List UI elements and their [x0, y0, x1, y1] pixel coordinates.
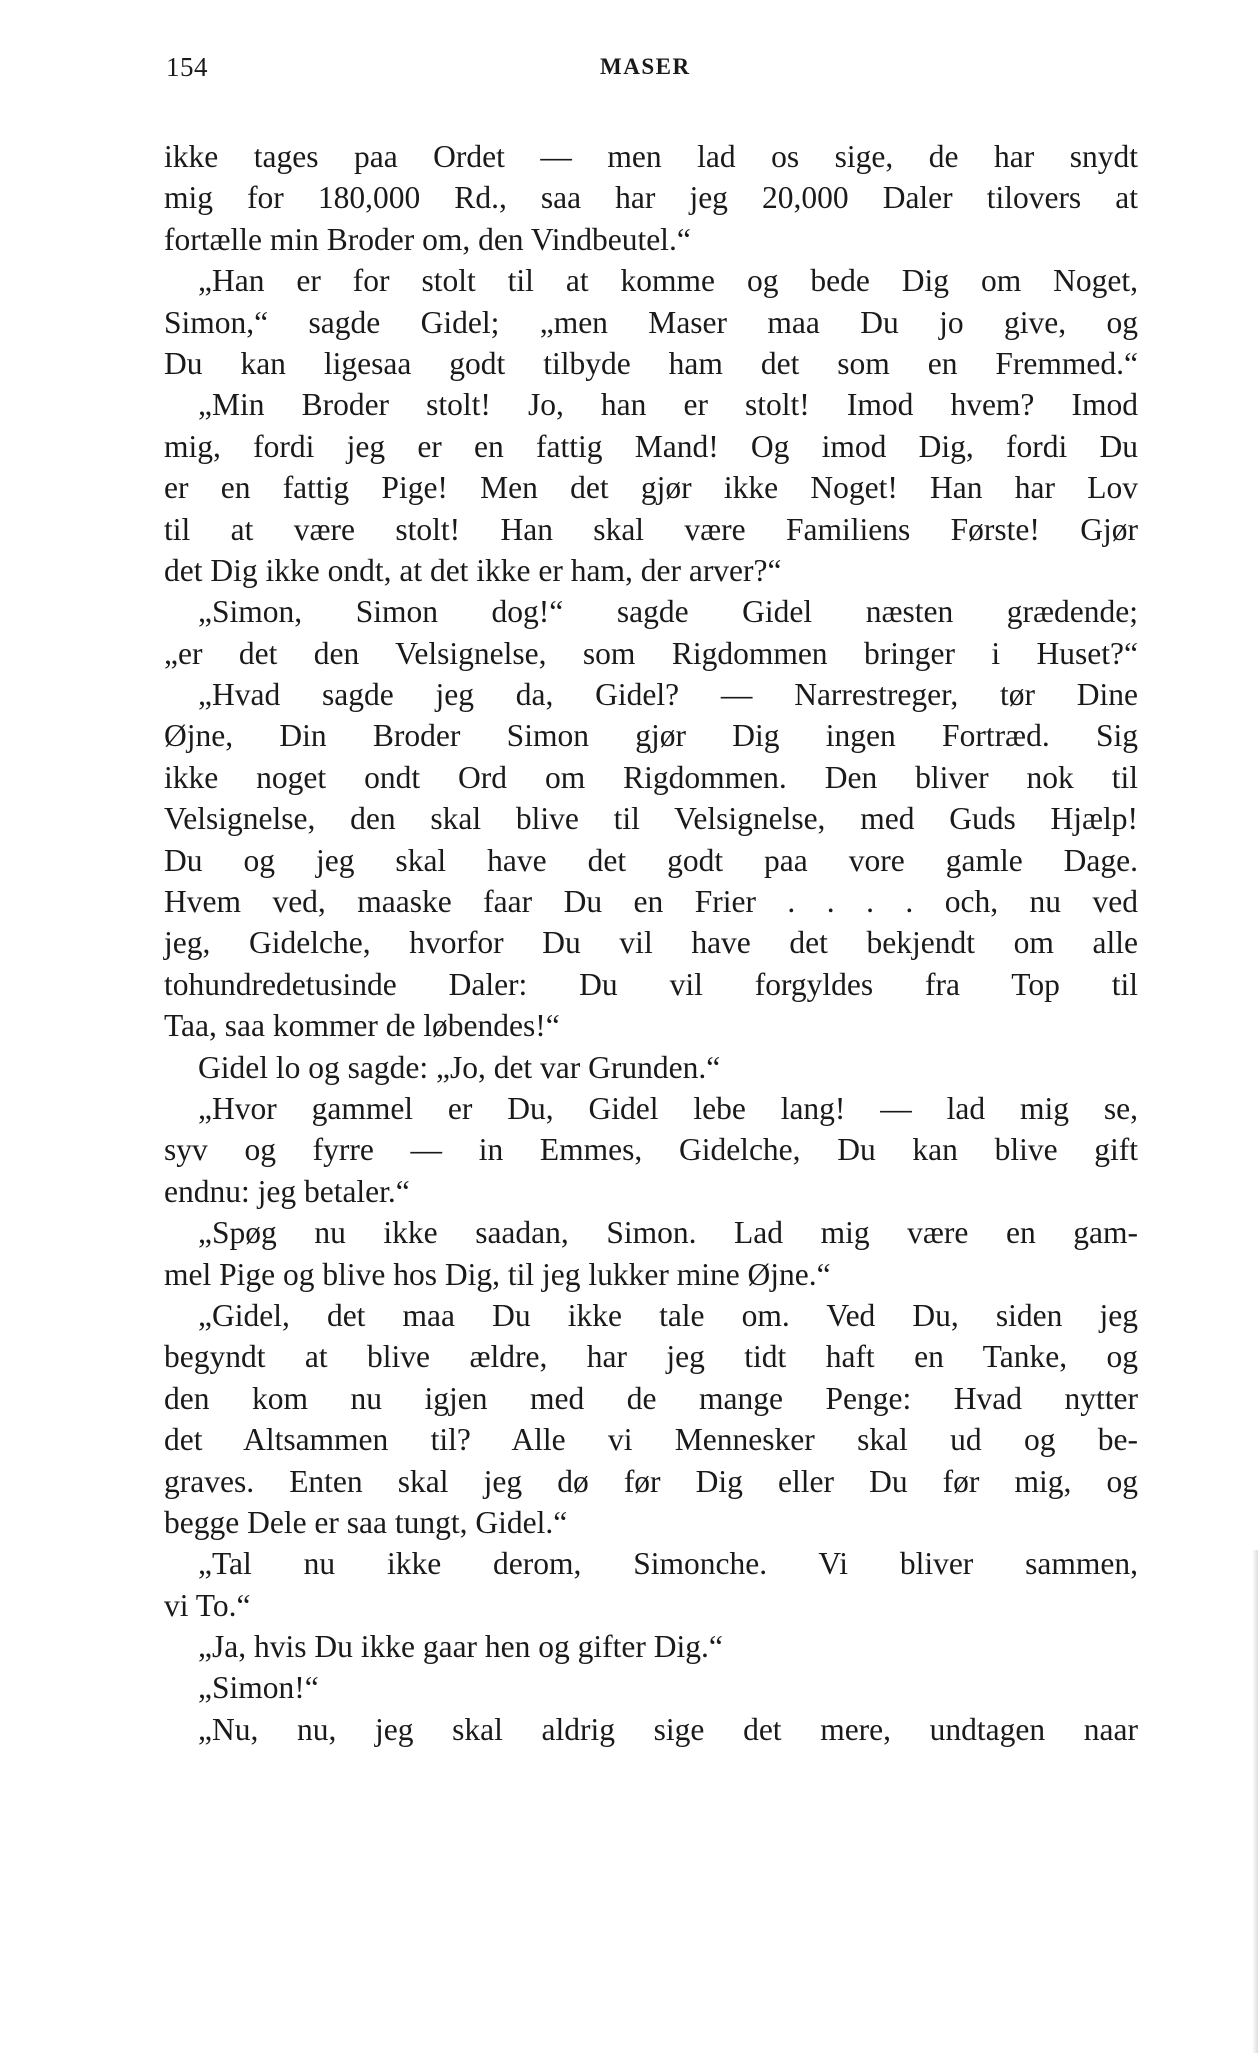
text-line: „Hvor gammel er Du, Gidel lebe lang! — lad mig se,	[198, 1090, 1138, 1126]
text-line: endnu: jeg betaler.“	[164, 1173, 410, 1209]
text-line: „Gidel, det maa Du ikke tale om. Ved Du, siden jeg	[198, 1297, 1138, 1333]
text-line: Velsignelse, den skal blive til Velsignelse, med Guds Hjælp!	[164, 801, 1138, 837]
text-line: Taa, saa kommer de løbendes!“	[164, 1008, 560, 1044]
text-line: mig for 180,000 Rd., saa har jeg 20,000 Daler tilovers at	[164, 180, 1138, 216]
text-line: ikke tages paa Ordet — men lad os sige, de har snydt	[164, 139, 1138, 174]
text-line: den kom nu igjen med de mange Penge: Hvad nytter	[164, 1380, 1138, 1416]
text-line: vi To.“	[164, 1587, 251, 1623]
text-line: til at være stolt! Han skal være Familiens Første! Gjør	[164, 511, 1138, 547]
text-line: er en fattig Pige! Men det gjør ikke Noget! Han har Lov	[164, 470, 1138, 506]
text-line: „Simon!“	[198, 1670, 319, 1706]
text-line: Du kan ligesaa godt tilbyde ham det som en Fremmed.“	[164, 345, 1138, 381]
text-line: det Dig ikke ondt, at det ikke er ham, der arver?“	[164, 552, 782, 588]
body-text	[164, 136, 1138, 1750]
text-line: Simon,“ sagde Gidel; „men Maser maa Du jo give, og	[164, 304, 1138, 340]
text-line: tohundredetusinde Daler: Du vil forgyldes fra Top til	[164, 966, 1138, 1002]
text-line: Du og jeg skal have det godt paa vore gamle Dage.	[164, 842, 1138, 878]
text-line: „Nu, nu, jeg skal aldrig sige det mere, undtagen naar	[198, 1711, 1138, 1747]
running-title: MASER	[600, 54, 691, 79]
page-number: 154	[166, 52, 208, 82]
text-line: „Ja, hvis Du ikke gaar hen og gifter Dig.“	[198, 1629, 723, 1665]
text-line: mig, fordi jeg er en fattig Mand! Og imod Dig, fordi Du	[164, 428, 1138, 464]
text-line: Hvem ved, maaske faar Du en Frier . . . . och, nu ved	[164, 884, 1138, 920]
text-line: graves. Enten skal jeg dø før Dig eller Du før mig, og	[164, 1463, 1138, 1499]
text-line: „Han er for stolt til at komme og bede Dig om Noget,	[198, 263, 1138, 299]
text-line: jeg, Gidelche, hvorfor Du vil have det bekjendt om alle	[164, 925, 1138, 961]
text-line: begge Dele er saa tungt, Gidel.“	[164, 1504, 568, 1540]
text-line: ikke noget ondt Ord om Rigdommen. Den bliver nok til	[164, 759, 1138, 795]
text-line: syv og fyrre — in Emmes, Gidelche, Du kan blive gift	[164, 1132, 1138, 1168]
text-line: Gidel lo og sagde: „Jo, det var Grunden.“	[198, 1049, 721, 1085]
text-line: „Simon, Simon dog!“ sagde Gidel næsten grædende;	[198, 594, 1138, 630]
text-line: Øjne, Din Broder Simon gjør Dig ingen Fortræd. Sig	[164, 718, 1138, 754]
text-line: „Tal nu ikke derom, Simonche. Vi bliver sammen,	[198, 1546, 1138, 1582]
page-edge-shadow	[1252, 1550, 1258, 2053]
text-line: „Hvad sagde jeg da, Gidel? — Narrestreger, tør Dine	[198, 677, 1138, 713]
text-line: „er det den Velsignelse, som Rigdommen bringer i Huset?“	[164, 635, 1138, 671]
text-line: det Altsammen til? Alle vi Mennesker skal ud og be-	[164, 1422, 1138, 1458]
text-line: fortælle min Broder om, den Vindbeutel.“	[164, 221, 691, 257]
text-line: begyndt at blive ældre, har jeg tidt haft en Tanke, og	[164, 1339, 1138, 1375]
text-line: mel Pige og blive hos Dig, til jeg lukker mine Øjne.“	[164, 1256, 831, 1292]
text-line: „Min Broder stolt! Jo, han er stolt! Imod hvem? Imod	[198, 387, 1138, 423]
text-line: „Spøg nu ikke saadan, Simon. Lad mig være en gam-	[198, 1215, 1138, 1251]
